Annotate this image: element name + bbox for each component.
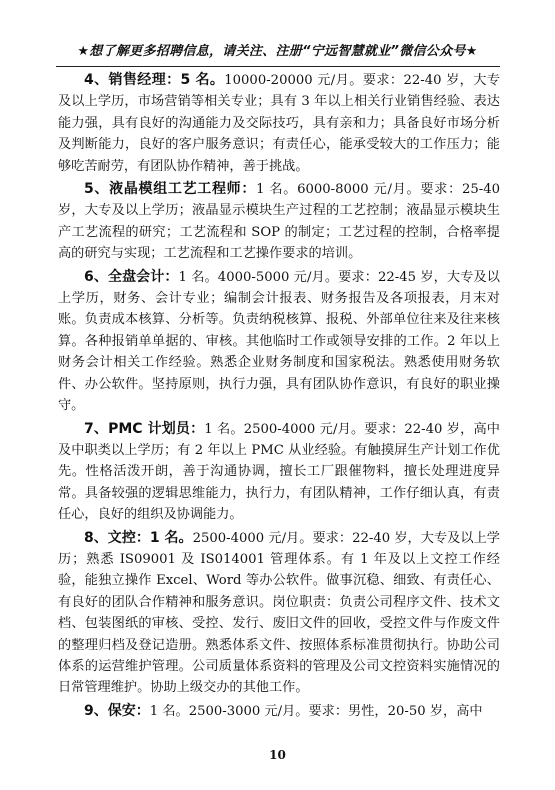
job-item-body: 1 名。4000-5000 元/月。要求：22-45 岁，大专及以上学历，财务、会计专业；编制会计报表、财务报告及各项报表，月末对账。负责成本核算、分析等。负责纳税核算、报税、外部单位往来及往来核算。各种报销单单据的、审核。其他临时工作或领导安排的工作。2 年以上财务会计相关工作经验。熟悉企业财务制度和国家税法。熟悉使用财务软件、办公软件。坚持原则，执行力强，具有团队协作意识，有良好的职业操守。 [58, 269, 500, 414]
job-item-body: 10000-20000 元/月。要求：22-40 岁，大专及以上学历，市场营销等相关专业；具有 3 年以上相关行业销售经验、表达能力强，具有良好的沟通能力及交际技巧，具有亲和力；具备良好市场分析及判断能力，良好的客户服务意识；有责任心，能承受较大的工作压力；能够吃苦耐劳，有团队协作精神，善于挑战。 [58, 73, 501, 174]
job-item-number: 9、 [84, 702, 108, 719]
job-item-body: 1 名。6000-8000 元/月。要求：25-40 岁，大专及以上学历；液晶显示模块生产过程的工艺控制；液晶显示模块生产工艺流程的研究；工艺流程和 SOP 的制定；工艺过程的控制，合格率提高的研究与实现；工艺流程和工艺操作要求的培训。 [58, 182, 501, 262]
header-divider [56, 66, 500, 67]
page-number: 10 [269, 748, 286, 762]
job-item-lcd-engineer [58, 179, 500, 265]
page-header: ★想了解更多招聘信息，请关注、注册“宁远智慧就业”微信公众号★ [77, 44, 478, 59]
job-item-title: PMC 计划员： [108, 420, 205, 437]
job-item-security-guard [58, 701, 500, 722]
job-item-sales-manager [58, 70, 500, 177]
job-item-pmc-planner [58, 419, 500, 526]
job-item-title: 液晶模组工艺工程师： [109, 181, 257, 198]
job-item-title: 保安： [107, 702, 150, 719]
job-item-title: 销售经理：5 名。 [108, 72, 225, 88]
job-listing-body [58, 70, 500, 724]
job-item-title: 全盘会计： [107, 268, 179, 285]
job-item-number: 5、 [84, 181, 110, 198]
job-item-number: 4、 [84, 72, 109, 88]
job-item-body: 1 名。2500-4000 元/月。要求：22-40 岁，高中及中职类以上学历；有 2 年以上 PMC 从业经验。有触摸屏生产计划工作优先。性格活泼开朗，善于沟通协调，擅长工厂跟催物料，擅长处理进度异常。具备较强的逻辑思维能力，执行力，有团队精神，工作仔细认真，有责任心，良好的组织及协调能力。 [58, 421, 500, 523]
job-item-title: 文控：1 名。 [107, 529, 193, 546]
job-item-number: 8、 [84, 529, 108, 546]
job-item-number: 7、 [84, 420, 109, 437]
job-item-accountant [58, 267, 500, 417]
job-item-number: 6、 [84, 268, 108, 285]
job-item-body: 1 名。2500-3000 元/月。要求：男性，20-50 岁，高中 [149, 703, 483, 719]
job-item-document-control [58, 528, 500, 699]
job-item-body: 2500-4000 元/月。要求：22-40 岁，大专及以上学历；熟悉 IS09001 及 IS014001 管理体系。有 1 年及以上文控工作经验，能独立操作 Excel、Word 等办公软件。做事沉稳、细致、有责任心、有良好的团队合作精神和服务意识。岗位职责：负责公司程序文件、技术文档、包装图纸的审核、受控、发行、废旧文件的回收，受控文件与作废文件的整理归档及登记造册。熟悉体系文件、按照体系标准贯彻执行。协助公司体系的运营维护管理。公司质量体系资料的管理及公司文控资料实施情况的日常管理维护。协助上级交办的其他工作。 [58, 530, 500, 696]
